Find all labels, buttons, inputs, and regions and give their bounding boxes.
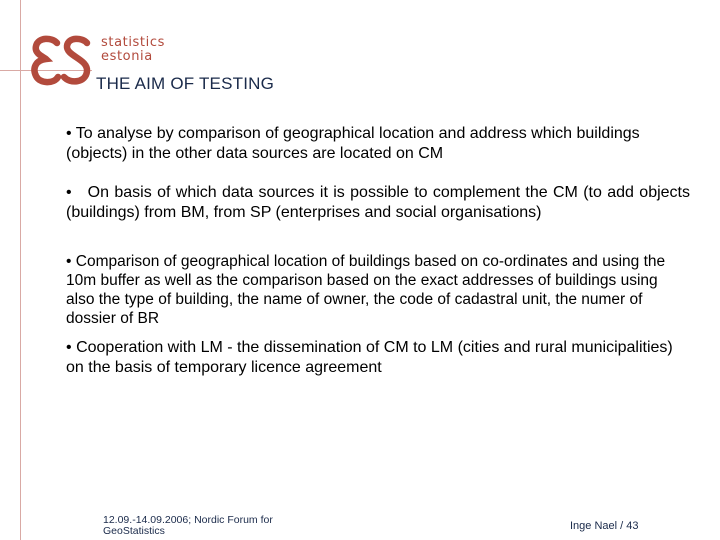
bullet-marker: • — [66, 253, 72, 270]
bullet-text: On basis of which data sources it is possible to complement the CM (to add objects (buildings) from BM, from SP (enterprises and social organisations) — [66, 184, 690, 221]
bullet-marker: • — [66, 339, 72, 356]
logo-line-1: statistics — [101, 35, 165, 50]
bullet-item-3 — [66, 252, 690, 328]
left-vertical-rule — [20, 0, 21, 540]
bullet-text: Cooperation with LM - the dissemination of CM to LM (cities and rural municipalities) on the basis of temporary licence agreement — [66, 339, 673, 376]
bullet-marker: • — [66, 125, 72, 142]
bullet-text: To analyse by comparison of geographical location and address which buildings (objects) in the other data sources are located on CM — [66, 125, 640, 162]
statistics-estonia-logo-mark — [30, 34, 92, 86]
footer-event: 12.09.-14.09.2006; Nordic Forum for GeoStatistics — [103, 514, 273, 537]
slide-title: THE AIM OF TESTING — [96, 74, 275, 93]
bullet-item-4 — [66, 338, 690, 378]
footer-page-number: Inge Nael / 43 — [570, 520, 639, 532]
bullet-item-1 — [66, 124, 690, 164]
bullet-text: Comparison of geographical location of buildings based on co-ordinates and using the 10m buffer as well as the comparison based on the exact addresses of buildings using also the type of building, the name of owner, the code of cadastral unit, the numer of dossier of BR — [66, 253, 666, 327]
logo-wordmark — [101, 36, 165, 64]
logo-line-2: estonia — [101, 49, 153, 64]
bullet-marker: • — [66, 184, 72, 201]
bullet-item-2 — [66, 183, 690, 223]
